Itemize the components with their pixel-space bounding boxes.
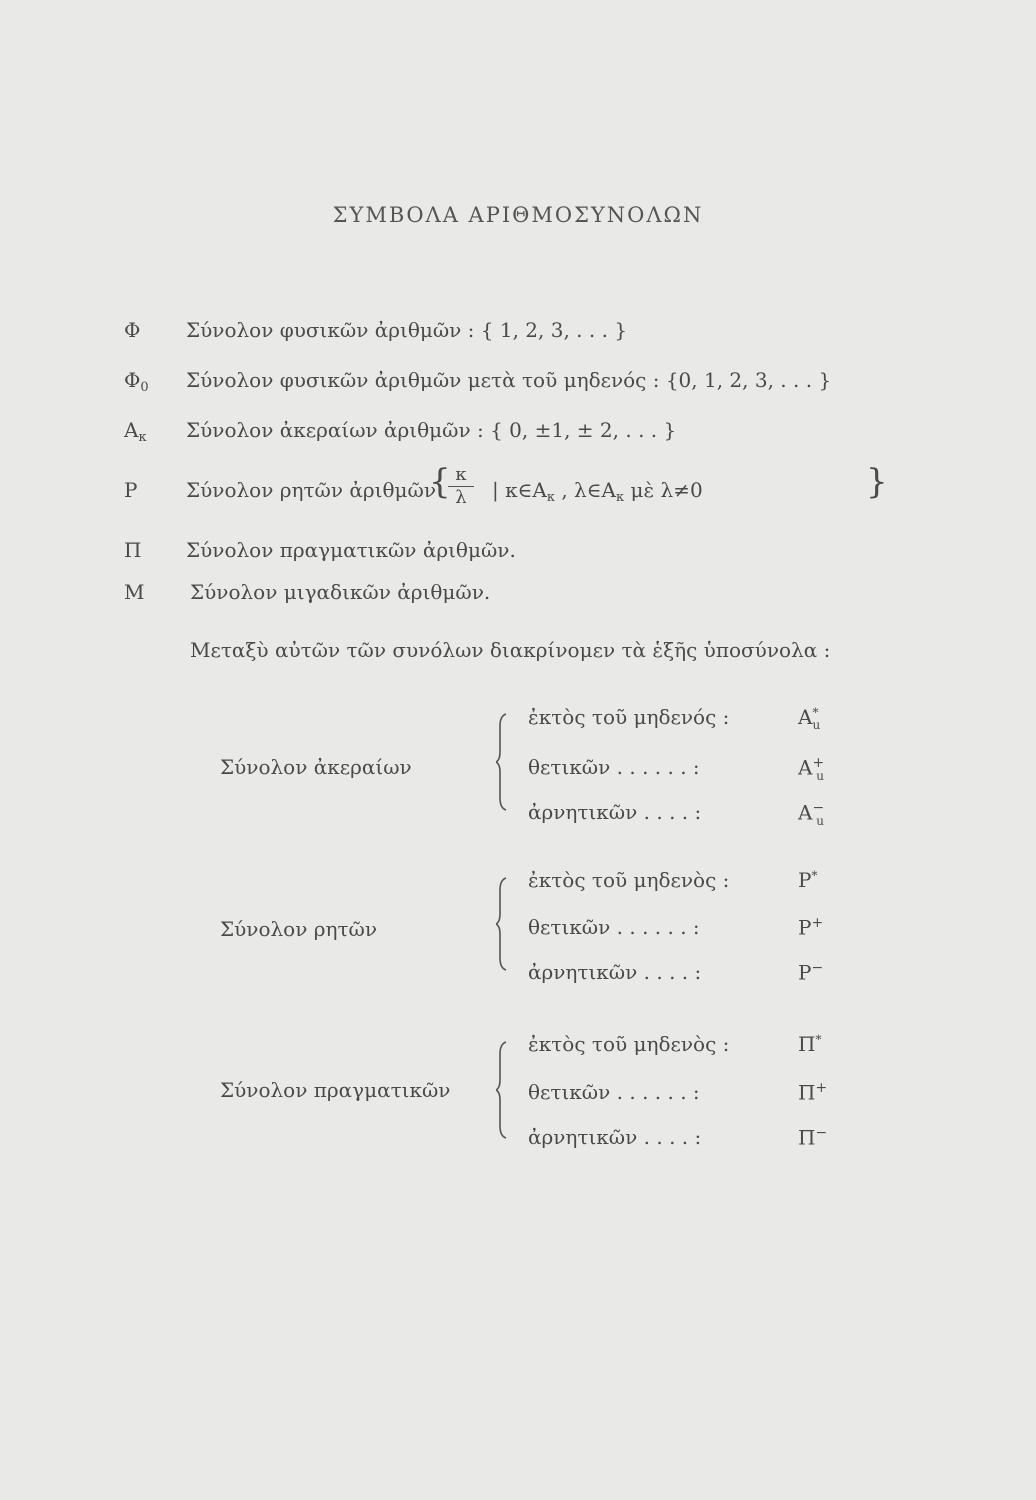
subset-item: ἐκτὸς τοῦ μηδενὸς : P* bbox=[528, 868, 818, 892]
intro-text: Μεταξὺ αὐτῶν τῶν συνόλων διακρίνομεν τὰ ἑξῆς ὑποσύνολα : bbox=[190, 638, 831, 662]
set-condition: | $\kappa\in A_\kappa$ , $\lambda\in A_\kappa$ μὲ λ≠0 bbox=[492, 478, 703, 505]
brace bbox=[496, 712, 510, 812]
definition-text: Σύνολον μιγαδικῶν ἀριθμῶν. bbox=[190, 580, 491, 604]
brace bbox=[496, 1040, 510, 1140]
subset-item: ἀρνητικῶν . . . . : $A^-_u$ bbox=[528, 800, 825, 828]
subset-item: ἐκτὸς τοῦ μηδενὸς : Π* bbox=[528, 1032, 822, 1056]
subset-item: θετικῶν . . . . . . : $A^+_u$ bbox=[528, 755, 825, 783]
symbol: $\Phi_0$ bbox=[124, 368, 149, 395]
symbol: M bbox=[124, 580, 145, 604]
subset-item: ἐκτὸς τοῦ μηδενός : $A^*_u$ bbox=[528, 705, 821, 732]
fraction: $\frac{\kappa}{\lambda}$ bbox=[448, 464, 474, 509]
symbol: P bbox=[124, 478, 138, 502]
right-brace: } bbox=[866, 462, 888, 502]
subset-item: θετικῶν . . . . . . : Π+ bbox=[528, 1080, 828, 1105]
group-label-reals: Σύνολον πραγματικῶν bbox=[220, 1078, 451, 1102]
definition-text: Σύνολον φυσικῶν ἀριθμῶν μετὰ τοῦ μηδενός : {0, 1, 2, 3, . . . } bbox=[186, 368, 832, 392]
left-brace: { bbox=[429, 462, 451, 502]
page-title: ΣΥΜΒΟΛΑ ΑΡΙΘΜΟΣΥΝΟΛΩΝ bbox=[332, 203, 704, 227]
definition-text: Σύνολον φυσικῶν ἀριθμῶν : { 1, 2, 3, . . . } bbox=[186, 318, 628, 342]
definition-text: Σύνολον ἀκεραίων ἀριθμῶν : { 0, ±1, ± 2, . . . } bbox=[186, 418, 677, 442]
subset-item: θετικῶν . . . . . . : P+ bbox=[528, 915, 824, 940]
brace bbox=[496, 876, 510, 972]
group-label-rationals: Σύνολον ρητῶν bbox=[220, 917, 378, 941]
symbol: Φ bbox=[124, 318, 141, 342]
definition-text: Σύνολον ρητῶν ἀριθμῶν bbox=[186, 478, 436, 502]
group-label-integers: Σύνολον ἀκεραίων bbox=[220, 755, 412, 779]
symbol: $A_\kappa$ bbox=[124, 418, 147, 445]
definition-text: Σύνολον πραγματικῶν ἀριθμῶν. bbox=[186, 538, 516, 562]
subset-item: ἀρνητικῶν . . . . : P− bbox=[528, 960, 824, 985]
symbol: Π bbox=[124, 538, 142, 562]
subset-item: ἀρνητικῶν . . . . : Π− bbox=[528, 1125, 828, 1150]
